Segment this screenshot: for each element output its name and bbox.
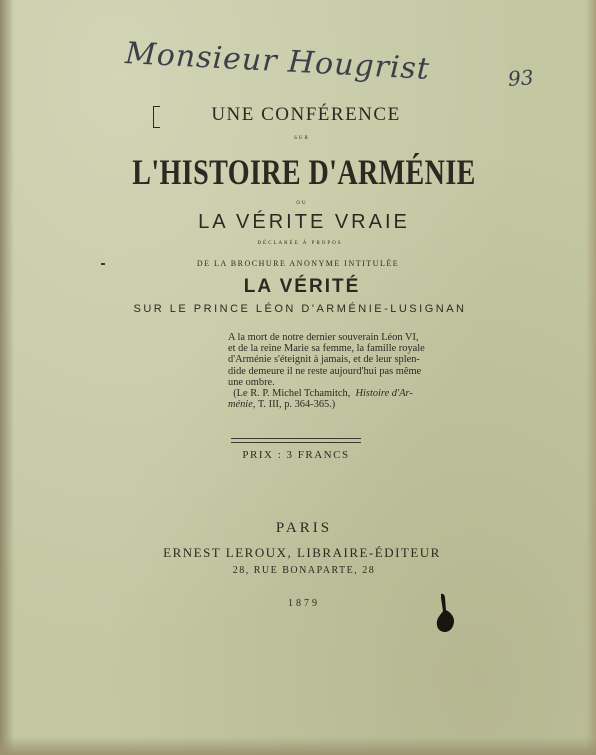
citation-suffix: T. III, p. 364-365.) xyxy=(257,399,336,411)
divider-rule-bottom xyxy=(231,442,361,443)
epigraph-citation-line-2 xyxy=(228,399,450,410)
divider-rule-top xyxy=(231,438,361,439)
epigraph-line: A la mort de notre dernier souverain Léon VI, xyxy=(228,332,419,343)
title-line-prince: SUR LE PRINCE LÉON D'ARMÉNIE-LUSIGNAN xyxy=(133,303,467,315)
title-line-sur: SUR xyxy=(294,136,310,141)
signature-text: Monsieur Hougrist xyxy=(124,36,431,87)
title-main: L'HISTOIRE D'ARMÉNIE xyxy=(132,152,476,192)
imprint-address: 28, RUE BONAPARTE, 28 xyxy=(232,565,376,576)
title-line-conference: UNE CONFÉRENCE xyxy=(211,104,401,125)
title-line-verite: LA VÉRITÉ xyxy=(243,276,361,297)
epigraph-line: et de la reine Marie sa femme, la famille royale xyxy=(228,343,425,355)
title-subtitle: LA VÉRITE VRAIE xyxy=(198,211,410,233)
ink-blot-mark xyxy=(434,592,464,634)
epigraph-line: dide demeure il ne reste aujourd'hui pas même xyxy=(228,365,422,377)
handwritten-signature xyxy=(30,20,590,100)
title-line-declaree: DÉCLARÉE À PROPOS xyxy=(257,241,343,246)
epigraph-citation-line-1 xyxy=(228,388,450,399)
cover-edge-bottom xyxy=(0,737,596,755)
imprint-year: 1879 xyxy=(288,598,320,609)
epigraph-line: d'Arménie s'éteignit à jamais, et de leur splen- xyxy=(228,354,420,366)
title-line-brochure: DE LA BROCHURE ANONYME INTITULÉE xyxy=(196,259,400,268)
imprint-city: PARIS xyxy=(275,520,333,536)
citation-work-part-2: ménie, xyxy=(228,399,256,411)
price-label: PRIX : 3 FRANCS xyxy=(242,449,350,461)
citation-work-part-1: Histoire d'Ar- xyxy=(355,388,413,400)
title-line-ou: OU xyxy=(296,201,308,206)
epigraph-line: une ombre. xyxy=(228,376,275,388)
handwritten-shelf-number: 93 xyxy=(507,65,535,91)
epigraph-quote xyxy=(228,332,450,410)
imprint-publisher: ERNEST LEROUX, LIBRAIRE-ÉDITEUR xyxy=(163,545,441,560)
citation-prefix: (Le R. P. Michel Tchamitch, xyxy=(233,388,351,400)
